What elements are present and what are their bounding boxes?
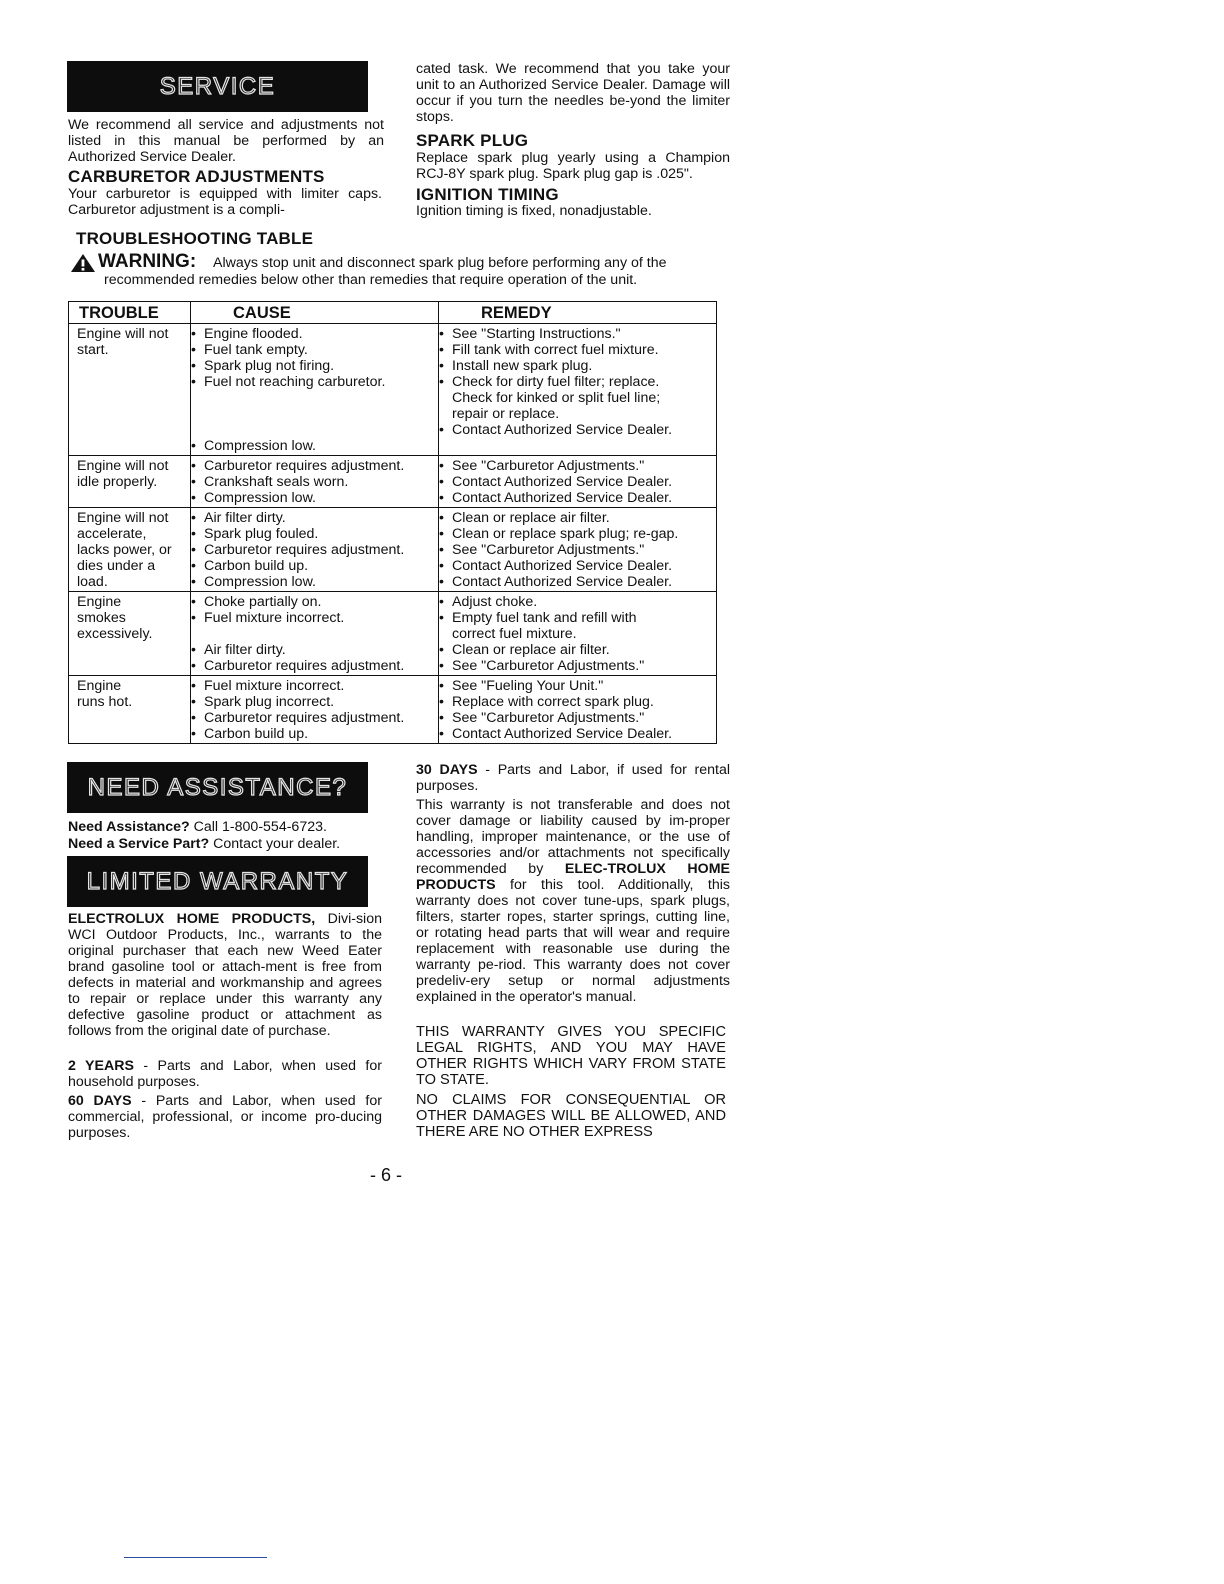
cause-line: • Carbon build up. [191, 558, 309, 574]
remedy-line: • Adjust choke. [439, 594, 538, 610]
footer-rule [124, 1557, 267, 1558]
remedy-cell [439, 592, 717, 676]
cause-cell [191, 676, 439, 744]
term-60-days-label: 60 DAYS [68, 1093, 132, 1109]
remedy-line: Check for kinked or split fuel line; [452, 390, 661, 406]
remedy-line: • Contact Authorized Service Dealer. [439, 558, 673, 574]
warranty-term-2-years [68, 1058, 382, 1090]
trouble-cell [69, 456, 191, 508]
cause-line: • Carburetor requires adjustment. [191, 658, 405, 674]
page-number: - 6 - [370, 1165, 403, 1185]
trouble-line: Engine [77, 678, 122, 694]
cause-line: • Carburetor requires adjustment. [191, 710, 405, 726]
remedy-line: • Contact Authorized Service Dealer. [439, 422, 673, 438]
cause-line: • Fuel not reaching carburetor. [191, 374, 386, 390]
column-header-trouble: TROUBLE [69, 302, 191, 324]
column-header-remedy: REMEDY [439, 302, 717, 324]
remedy-line: • See "Starting Instructions." [439, 326, 621, 342]
trouble-line: load. [77, 574, 108, 590]
limited-warranty-banner [67, 856, 368, 907]
cause-line: • Carburetor requires adjustment. [191, 542, 405, 558]
remedy-line: • Replace with correct spark plug. [439, 694, 654, 710]
table-header-row [69, 302, 717, 324]
cause-spacer [191, 390, 438, 406]
warning-label: WARNING: [98, 251, 197, 272]
remedy-line: • See "Carburetor Adjustments." [439, 710, 645, 726]
warranty-term-30-days [416, 762, 730, 794]
cause-line: • Crankshaft seals worn. [191, 474, 349, 490]
service-banner-title: SERVICE [159, 72, 276, 100]
cause-line: • Air filter dirty. [191, 510, 286, 526]
cause-line: • Air filter dirty. [191, 642, 286, 658]
troubleshooting-table [68, 301, 717, 744]
warranty-rights-text: THIS WARRANTY GIVES YOU SPECIFIC LEGAL RIGHTS, AND YOU MAY HAVE OTHER RIGHTS WHICH VARY FROM STATE TO STATE. [416, 1024, 726, 1088]
remedy-line: • Clean or replace air filter. [439, 642, 610, 658]
assistance-part-text: Contact your dealer. [209, 836, 341, 852]
trouble-line: Engine will not [77, 510, 169, 526]
assistance-part-line [68, 836, 340, 852]
trouble-cell [69, 592, 191, 676]
cause-line: • Fuel mixture incorrect. [191, 678, 345, 694]
remedy-cell [439, 508, 717, 592]
troubleshooting-heading: TROUBLESHOOTING TABLE [76, 229, 314, 248]
trouble-line: smokes [77, 610, 126, 626]
warranty-company: ELECTROLUX HOME PRODUCTS, [68, 911, 316, 927]
trouble-cell [69, 324, 191, 456]
cause-cell [191, 508, 439, 592]
cause-cell [191, 456, 439, 508]
trouble-cell [69, 508, 191, 592]
service-intro: We recommend all service and adjustments not listed in this manual be performed by an Authorized Service Dealer. [68, 117, 384, 165]
remedy-line: • See "Carburetor Adjustments." [439, 542, 645, 558]
remedy-line: • See "Carburetor Adjustments." [439, 658, 645, 674]
remedy-line: • See "Fueling Your Unit." [439, 678, 604, 694]
cause-spacer [191, 422, 438, 438]
cause-line: • Spark plug not firing. [191, 358, 335, 374]
need-assistance-title: NEED ASSISTANCE? [87, 773, 348, 801]
cause-cell [191, 592, 439, 676]
spark-plug-text: Replace spark plug yearly using a Champion RCJ-8Y spark plug. Spark plug gap is .025". [416, 150, 730, 182]
carburetor-heading: CARBURETOR ADJUSTMENTS [68, 167, 325, 186]
remedy-line: • See "Carburetor Adjustments." [439, 458, 645, 474]
table-row [69, 508, 717, 592]
cause-line: • Carbon build up. [191, 726, 309, 742]
trouble-line: lacks power, or [77, 542, 172, 558]
assistance-part-label: Need a Service Part? [68, 836, 210, 852]
warranty-claims-text: NO CLAIMS FOR CONSEQUENTIAL OR OTHER DAMAGES WILL BE ALLOWED, AND THERE ARE NO OTHER EXPRESS [416, 1092, 726, 1140]
term-30-days-label: 30 DAYS [416, 762, 478, 778]
trouble-line: Engine [77, 594, 122, 610]
remedy-line: • Clean or replace spark plug; re-gap. [439, 526, 679, 542]
trouble-line: Engine will not [77, 326, 169, 342]
spark-plug-heading: SPARK PLUG [416, 131, 529, 150]
term-2-years-text: - Parts and Labor, when used for household purposes. [68, 1058, 382, 1090]
remedy-line: • Contact Authorized Service Dealer. [439, 490, 673, 506]
cause-line: • Choke partially on. [191, 594, 322, 610]
trouble-cell [69, 676, 191, 744]
transfer-text: This warranty is not transferable and does not cover damage or liability caused by im-proper handling, improper maintenance, or the use of accessories and/or attachments not specifically recommended by [416, 797, 730, 877]
warranty-intro [68, 911, 382, 1039]
need-assistance-banner [67, 762, 368, 813]
warning-text-line2: recommended remedies below other than remedies that require operation of the unit. [104, 272, 638, 288]
cause-spacer [191, 406, 438, 422]
remedy-line: • Empty fuel tank and refill with [439, 610, 637, 626]
remedy-cell [439, 676, 717, 744]
table-row [69, 592, 717, 676]
cause-line: • Compression low. [191, 574, 316, 590]
limited-warranty-title: LIMITED WARRANTY [86, 867, 349, 895]
warranty-term-60-days [68, 1093, 382, 1141]
ignition-timing-heading: IGNITION TIMING [416, 185, 559, 204]
remedy-line: repair or replace. [452, 406, 560, 422]
trouble-line: dies under a [77, 558, 156, 574]
cause-line: • Compression low. [191, 438, 316, 454]
trouble-line: runs hot. [77, 694, 133, 710]
trouble-line: start. [77, 342, 109, 358]
carburetor-text-right: cated task. We recommend that you take your unit to an Authorized Service Dealer. Damage will occur if you turn the needles be-yond the limiter stops. [416, 61, 730, 125]
table-row [69, 324, 717, 456]
remedy-cell [439, 324, 717, 456]
trouble-line: Engine will not [77, 458, 169, 474]
cause-spacer [191, 626, 438, 642]
cause-line: • Carburetor requires adjustment. [191, 458, 405, 474]
cause-line: • Fuel mixture incorrect. [191, 610, 345, 626]
term-30-days-text: - Parts and Labor, if used for rental purposes. [416, 762, 730, 794]
remedy-line: • Fill tank with correct fuel mixture. [439, 342, 659, 358]
cause-line: • Spark plug incorrect. [191, 694, 335, 710]
remedy-line: • Install new spark plug. [439, 358, 593, 374]
cause-line: • Fuel tank empty. [191, 342, 308, 358]
ignition-timing-text: Ignition timing is fixed, nonadjustable. [416, 203, 652, 219]
warning-text-line1: Always stop unit and disconnect spark plug before performing any of the [213, 255, 667, 271]
carburetor-text-left: Your carburetor is equipped with limiter caps. Carburetor adjustment is a compli- [68, 186, 382, 218]
column-header-cause: CAUSE [191, 302, 439, 324]
remedy-line: • Contact Authorized Service Dealer. [439, 474, 673, 490]
cause-line: • Compression low. [191, 490, 316, 506]
table-row [69, 456, 717, 508]
assistance-phone-text: Call 1-800-554-6723. [189, 819, 327, 835]
remedy-cell [439, 456, 717, 508]
term-2-years-label: 2 YEARS [68, 1058, 134, 1074]
cause-line: • Engine flooded. [191, 326, 303, 342]
remedy-line: • Clean or replace air filter. [439, 510, 610, 526]
trouble-line: idle properly. [77, 474, 158, 490]
transfer-tail: for this tool. Additionally, this warranty does not cover tune-ups, spark plugs, filters, starter ropes, starter springs, cutting line, or rotating head parts that will wear and require replacement with reasonable use during the warranty pe-riod. This warranty does not cover predeliv-ery setup or normal adjustments explained in the operator's manual. [416, 877, 730, 1005]
transfer-company: ELEC-TROLUX HOME PRODUCTS [416, 861, 730, 893]
warranty-intro-text: Divi-sion WCI Outdoor Products, Inc., warrants to the original purchaser that each new Weed Eater brand gasoline tool or attach-ment is free from defects in material and workmanship and agrees to repair or replace under this warranty any defective gasoline product or attachment as follows from the original date of purchase. [68, 911, 382, 1039]
assistance-phone-line [68, 819, 327, 835]
assistance-phone-label: Need Assistance? [68, 819, 190, 835]
remedy-line: • Contact Authorized Service Dealer. [439, 574, 673, 590]
term-60-days-text: - Parts and Labor, when used for commercial, professional, or income pro-ducing purposes. [68, 1093, 382, 1141]
trouble-line: accelerate, [77, 526, 147, 542]
remedy-line: • Check for dirty fuel filter; replace. [439, 374, 660, 390]
remedy-line: • Contact Authorized Service Dealer. [439, 726, 673, 742]
warning-triangle-icon [70, 253, 96, 273]
trouble-line: excessively. [77, 626, 153, 642]
service-banner [67, 61, 368, 112]
cause-line: • Spark plug fouled. [191, 526, 319, 542]
cause-cell [191, 324, 439, 456]
table-row [69, 676, 717, 744]
remedy-line: correct fuel mixture. [452, 626, 577, 642]
warranty-transfer-text [416, 797, 730, 1005]
table-body [69, 324, 717, 744]
